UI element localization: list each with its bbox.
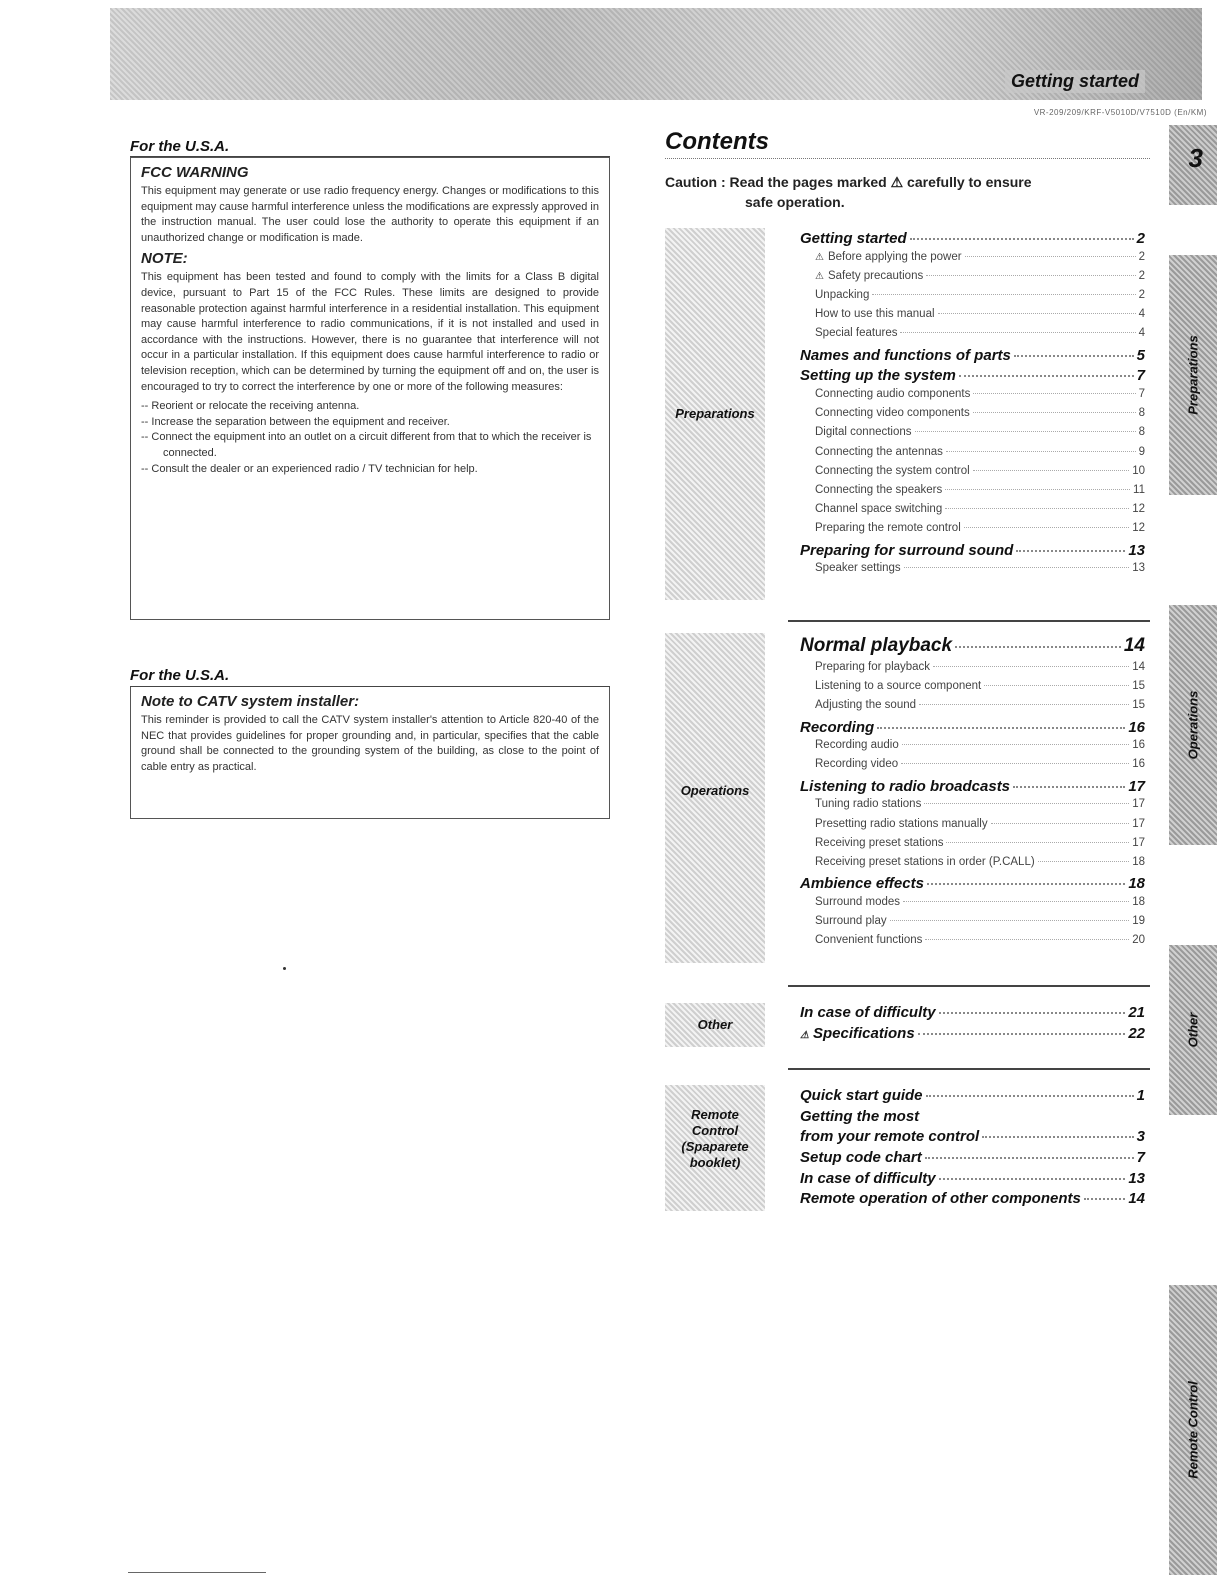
fcc-warning-box xyxy=(130,157,610,620)
dot-leader xyxy=(918,1033,1126,1035)
toc-page-number: 2 xyxy=(1138,289,1145,302)
list-item: -- Reorient or relocate the receiving antenna. xyxy=(141,400,360,413)
toc-subentry[interactable] xyxy=(800,446,1145,465)
toc-group-preparations xyxy=(665,228,1150,600)
toc-page-number: 18 xyxy=(1132,855,1145,868)
toc-page-number: 2 xyxy=(1136,230,1145,247)
toc-page-number: 2 xyxy=(1138,269,1145,282)
group-label: Preparations xyxy=(675,406,755,421)
toc-list xyxy=(800,1004,1145,1045)
toc-entry-title: Convenient functions xyxy=(815,934,923,947)
toc-entry[interactable] xyxy=(800,1025,1145,1046)
fcc-warning-text: This equipment may generate or use radio frequency energy. Changes or modifications to this equipment may cause harmful interference unless the modifications are expressly approved in the instruction manual. The user could lose the authority to operate this equipment if an unauthorized change or modification is made. xyxy=(141,185,599,244)
toc-entry-title: Connecting video components xyxy=(815,407,970,420)
toc-subentry[interactable] xyxy=(800,426,1145,445)
toc-subentry[interactable] xyxy=(800,251,1145,270)
divider xyxy=(128,1572,266,1573)
dot-leader xyxy=(902,744,1129,745)
toc-entry-title: Listening to radio broadcasts xyxy=(800,777,1011,795)
caution-line-2: safe operation. xyxy=(745,194,845,210)
dot-leader xyxy=(1013,786,1125,788)
side-tab-operations[interactable] xyxy=(1169,605,1217,845)
catv-note-box xyxy=(130,687,610,819)
toc-entry-title: Before applying the power xyxy=(827,250,962,263)
toc-page-number: 5 xyxy=(1136,346,1145,364)
toc-group-operations xyxy=(665,633,1150,963)
side-tab-preparations[interactable] xyxy=(1169,255,1217,495)
toc-page-number: 19 xyxy=(1132,914,1145,927)
dot-leader xyxy=(945,489,1130,490)
group-label: Other xyxy=(697,1017,733,1032)
toc-entry-title: Preparing the remote control xyxy=(815,522,961,535)
toc-subentry[interactable] xyxy=(800,896,1145,915)
toc-subentry[interactable] xyxy=(800,818,1145,837)
toc-page-number: 8 xyxy=(1138,426,1145,439)
toc-page-number: 16 xyxy=(1132,739,1145,752)
group-label: Operations xyxy=(680,783,750,798)
toc-page-number: 16 xyxy=(1128,718,1145,736)
toc-entry-title: Getting the most xyxy=(800,1107,920,1125)
toc-entry[interactable] xyxy=(800,367,1145,388)
dot-leader xyxy=(973,470,1130,471)
toc-subentry[interactable] xyxy=(800,856,1145,875)
toc-entry-title: Setup code chart xyxy=(800,1149,922,1167)
toc-page-number: 9 xyxy=(1138,445,1145,458)
toc-page-number: 3 xyxy=(1136,1128,1145,1146)
toc-entry-title: Receiving preset stations xyxy=(815,836,944,849)
toc-entry-title: Connecting audio components xyxy=(815,388,971,400)
dot-leader xyxy=(910,238,1134,240)
toc-subentry[interactable] xyxy=(800,837,1145,856)
toc-entry-title: Adjusting the sound xyxy=(815,699,917,712)
dot-leader xyxy=(919,704,1129,705)
toc-entry[interactable] xyxy=(800,1004,1145,1025)
toc-entry-title: Connecting the speakers xyxy=(815,483,943,496)
toc-page-number: 4 xyxy=(1138,327,1145,340)
toc-subentry[interactable] xyxy=(800,503,1145,522)
toc-entry-title: Names and functions of parts xyxy=(800,346,1011,364)
divider xyxy=(788,620,1150,622)
dot-leader xyxy=(946,842,1129,843)
dot-leader xyxy=(890,920,1130,921)
toc-page-number: 15 xyxy=(1132,680,1145,693)
catv-title: Note to CATV system installer: xyxy=(141,693,360,710)
dot-leader xyxy=(915,431,1136,432)
dot-leader xyxy=(946,451,1136,452)
toc-entry-title: Specifications xyxy=(812,1024,915,1042)
fcc-measures-list xyxy=(141,399,599,477)
dot-leader xyxy=(903,901,1129,902)
speck xyxy=(283,967,286,970)
toc-page-number: 21 xyxy=(1128,1004,1145,1021)
toc-entry[interactable] xyxy=(800,778,1145,799)
fcc-note-text: This equipment has been tested and found to comply with the limits for a Class B digital device, pursuant to Part 15 of the FCC Rules. These limits are designed to provide reasonable protection against harmful interference in a residential installation. This equipment may cause harmful interference to radio communications, if it is not installed and used in accordance with the instructions. However, there is no guarantee that interference will not occur in a particular installation. If this equipment does cause harmful interference to radio or television reception, which can be determined by turning the equipment off and on, the user is encouraged to try to correct the interference by one or more of the following measures: xyxy=(141,271,599,393)
list-item: -- Increase the separation between the equipment and receiver. xyxy=(141,415,450,428)
caution-icon: ⚠ xyxy=(800,1029,809,1041)
toc-list xyxy=(800,635,1145,953)
toc-entry[interactable] xyxy=(800,347,1145,368)
toc-page-number: 13 xyxy=(1128,1169,1145,1187)
toc-subentry[interactable] xyxy=(800,270,1145,289)
toc-page-number: 16 xyxy=(1132,758,1145,771)
toc-subentry[interactable] xyxy=(800,407,1145,426)
dot-leader xyxy=(1014,355,1134,357)
group-label: Remote Control (Spaparete booklet) xyxy=(681,1107,749,1170)
toc-page-number: 17 xyxy=(1132,817,1145,830)
toc-entry-title: Digital connections xyxy=(815,426,912,439)
dot-leader xyxy=(965,256,1136,257)
side-tab-label: Operations xyxy=(1185,690,1201,760)
toc-entry-title: Preparing for surround sound xyxy=(800,541,1014,559)
toc-entry[interactable] xyxy=(800,719,1145,740)
side-tab-label: Remote Control xyxy=(1185,1381,1201,1479)
toc-page-number: 15 xyxy=(1132,699,1145,712)
dot-leader xyxy=(924,803,1129,804)
toc-page-number: 14 xyxy=(1132,661,1145,673)
dot-leader xyxy=(904,567,1130,568)
toc-entry-title: Quick start guide xyxy=(800,1087,923,1104)
dot-leader xyxy=(900,332,1135,333)
toc-subentry[interactable] xyxy=(800,680,1145,699)
toc-page-number: 11 xyxy=(1133,483,1145,496)
toc-page-number: 14 xyxy=(1128,1190,1145,1208)
side-tab-other[interactable] xyxy=(1169,945,1217,1115)
dot-leader xyxy=(1038,861,1130,862)
divider xyxy=(788,1068,1150,1070)
toc-entry-title: Listening to a source component xyxy=(815,680,982,693)
side-tab-label: Other xyxy=(1185,1012,1201,1048)
toc-subentry[interactable] xyxy=(800,739,1145,758)
toc-entry[interactable] xyxy=(800,230,1145,251)
toc-subentry[interactable] xyxy=(800,661,1145,680)
toc-page-number: 7 xyxy=(1136,1149,1145,1167)
catv-text: This reminder is provided to call the CATV system installer's attention to Article 820-40 of the NEC that provides guidelines for proper grounding and, in particular, specifies that the cable ground shall be connected to the grounding system of the building, as close to the point of cable entry as practical. xyxy=(141,714,599,773)
divider xyxy=(665,158,1150,159)
toc-group-remote-control xyxy=(665,1085,1150,1211)
toc-page-number: 10 xyxy=(1132,464,1145,477)
toc-entry-title: Setting up the system xyxy=(800,367,956,385)
dot-leader xyxy=(955,646,1121,648)
toc-entry-title: from your remote control xyxy=(800,1128,980,1146)
toc-entry-title: Recording video xyxy=(815,758,899,771)
toc-page-number: 7 xyxy=(1138,388,1145,400)
toc-entry-title: Surround modes xyxy=(815,895,901,908)
toc-entry-title: Remote operation of other components xyxy=(800,1190,1081,1208)
dot-leader xyxy=(933,666,1129,667)
toc-subentry[interactable] xyxy=(800,699,1145,718)
toc-entry-title: Tuning radio stations xyxy=(815,798,922,811)
side-tab-label: Preparations xyxy=(1185,335,1201,415)
toc-subentry[interactable] xyxy=(800,522,1145,541)
toc-subentry[interactable] xyxy=(800,327,1145,346)
fcc-warning-title: FCC WARNING xyxy=(141,164,249,181)
dot-leader xyxy=(973,393,1135,394)
toc-entry-title: In case of difficulty xyxy=(800,1004,936,1021)
toc-list xyxy=(800,1087,1145,1211)
toc-page-number: 17 xyxy=(1132,836,1145,849)
dot-leader xyxy=(926,275,1135,276)
dot-leader xyxy=(991,823,1130,824)
dot-leader xyxy=(925,939,1129,940)
toc-page-number: 22 xyxy=(1128,1024,1145,1042)
divider xyxy=(788,985,1150,987)
catv-country-label: For the U.S.A. xyxy=(130,667,230,684)
list-item: -- Connect the equipment into an outlet on a circuit different from that to which the receiver is connected. xyxy=(141,431,592,459)
caution-icon: ⚠ xyxy=(815,270,824,282)
dot-leader xyxy=(877,727,1125,729)
toc-page-number: 20 xyxy=(1132,934,1145,947)
toc-entry-title: Presetting radio stations manually xyxy=(815,817,988,830)
toc-entry-title: Surround play xyxy=(815,914,887,927)
dot-leader xyxy=(939,1178,1126,1180)
fcc-note-title: NOTE: xyxy=(141,250,188,268)
toc-entry-title: Recording audio xyxy=(815,739,899,752)
dot-leader xyxy=(872,294,1135,295)
toc-entry-title: Normal playback xyxy=(800,635,953,656)
toc-page-number: 12 xyxy=(1132,522,1145,535)
toc-subentry[interactable] xyxy=(800,484,1145,503)
toc-subentry[interactable] xyxy=(800,388,1145,407)
toc-entry-title: Connecting the antennas xyxy=(815,445,943,458)
toc-page-number: 8 xyxy=(1138,407,1145,420)
dot-leader xyxy=(927,883,1125,885)
toc-entry-title: In case of difficulty xyxy=(800,1169,936,1187)
toc-subentry[interactable] xyxy=(800,465,1145,484)
dot-leader xyxy=(964,527,1129,528)
dot-leader xyxy=(926,1095,1134,1097)
dot-leader xyxy=(901,763,1129,764)
toc-subentry[interactable] xyxy=(800,758,1145,777)
section-title: Getting started xyxy=(1005,70,1145,93)
list-item: -- Consult the dealer or an experienced radio / TV technician for help. xyxy=(141,462,478,475)
toc-page-number: 1 xyxy=(1136,1087,1145,1104)
toc-page-number: 4 xyxy=(1138,308,1145,321)
toc-entry-title: Unpacking xyxy=(815,289,870,302)
caution-icon: ⚠ xyxy=(815,251,824,263)
dot-leader xyxy=(925,1157,1134,1159)
toc-page-number: 14 xyxy=(1123,635,1145,656)
toc-page-number: 13 xyxy=(1128,541,1145,559)
toc-entry-title: Getting started xyxy=(800,230,907,247)
toc-page-number: 18 xyxy=(1132,895,1145,908)
toc-page-number: 2 xyxy=(1138,250,1145,263)
toc-entry[interactable] xyxy=(800,542,1145,563)
toc-page-number: 12 xyxy=(1132,503,1145,516)
dot-leader xyxy=(939,1012,1126,1014)
toc-entry-title: Safety precautions xyxy=(827,269,924,282)
toc-entry-title: Receiving preset stations in order (P.CALL) xyxy=(815,855,1035,868)
toc-entry[interactable] xyxy=(800,1170,1145,1191)
toc-page-number: 13 xyxy=(1132,562,1145,575)
dot-leader xyxy=(945,508,1129,509)
toc-subentry[interactable] xyxy=(800,289,1145,308)
toc-entry-title: Channel space switching xyxy=(815,503,943,516)
model-code: VR-209/209/KRF-V5010D/V7510D (En/KM) xyxy=(1033,108,1207,117)
dot-leader xyxy=(1016,550,1125,552)
toc-page-number: 18 xyxy=(1128,875,1145,893)
page-number: 3 xyxy=(1188,143,1203,173)
toc-entry[interactable] xyxy=(800,875,1145,896)
dot-leader xyxy=(984,685,1129,686)
toc-entry-title: Ambience effects xyxy=(800,875,924,893)
toc-entry-title: Speaker settings xyxy=(815,562,901,575)
toc-subentry[interactable] xyxy=(800,915,1145,934)
dot-leader xyxy=(959,375,1134,377)
contents-title: Contents xyxy=(665,128,769,155)
dot-leader xyxy=(938,313,1136,314)
caution-line-1: Caution : Read the pages marked ⚠ carefully to ensure xyxy=(665,174,1032,190)
toc-entry[interactable] xyxy=(800,1108,1145,1129)
toc-entry-title: Connecting the system control xyxy=(815,464,970,477)
toc-entry[interactable] xyxy=(800,635,1145,661)
toc-entry[interactable] xyxy=(800,1087,1145,1108)
toc-group-other xyxy=(665,1003,1150,1047)
toc-subentry[interactable] xyxy=(800,308,1145,327)
toc-list xyxy=(800,230,1145,581)
dot-leader xyxy=(1084,1198,1125,1200)
dot-leader xyxy=(982,1136,1133,1138)
toc-subentry[interactable] xyxy=(800,934,1145,953)
fcc-country-label: For the U.S.A. xyxy=(130,138,230,155)
toc-entry-title: Special features xyxy=(815,327,898,340)
toc-page-number: 17 xyxy=(1132,798,1145,811)
toc-entry-title: Recording xyxy=(800,718,875,736)
toc-subentry[interactable] xyxy=(800,798,1145,817)
caution-note xyxy=(665,172,1145,212)
toc-entry-title: Preparing for playback xyxy=(815,661,931,673)
toc-subentry[interactable] xyxy=(800,562,1145,581)
side-tab-remote-control[interactable] xyxy=(1169,1285,1217,1575)
dot-leader xyxy=(973,412,1136,413)
toc-page-number: 17 xyxy=(1128,777,1145,795)
toc-entry[interactable] xyxy=(800,1128,1145,1149)
toc-entry[interactable] xyxy=(800,1190,1145,1211)
toc-entry-title: How to use this manual xyxy=(815,308,935,321)
toc-page-number: 7 xyxy=(1136,367,1145,385)
toc-entry[interactable] xyxy=(800,1149,1145,1170)
